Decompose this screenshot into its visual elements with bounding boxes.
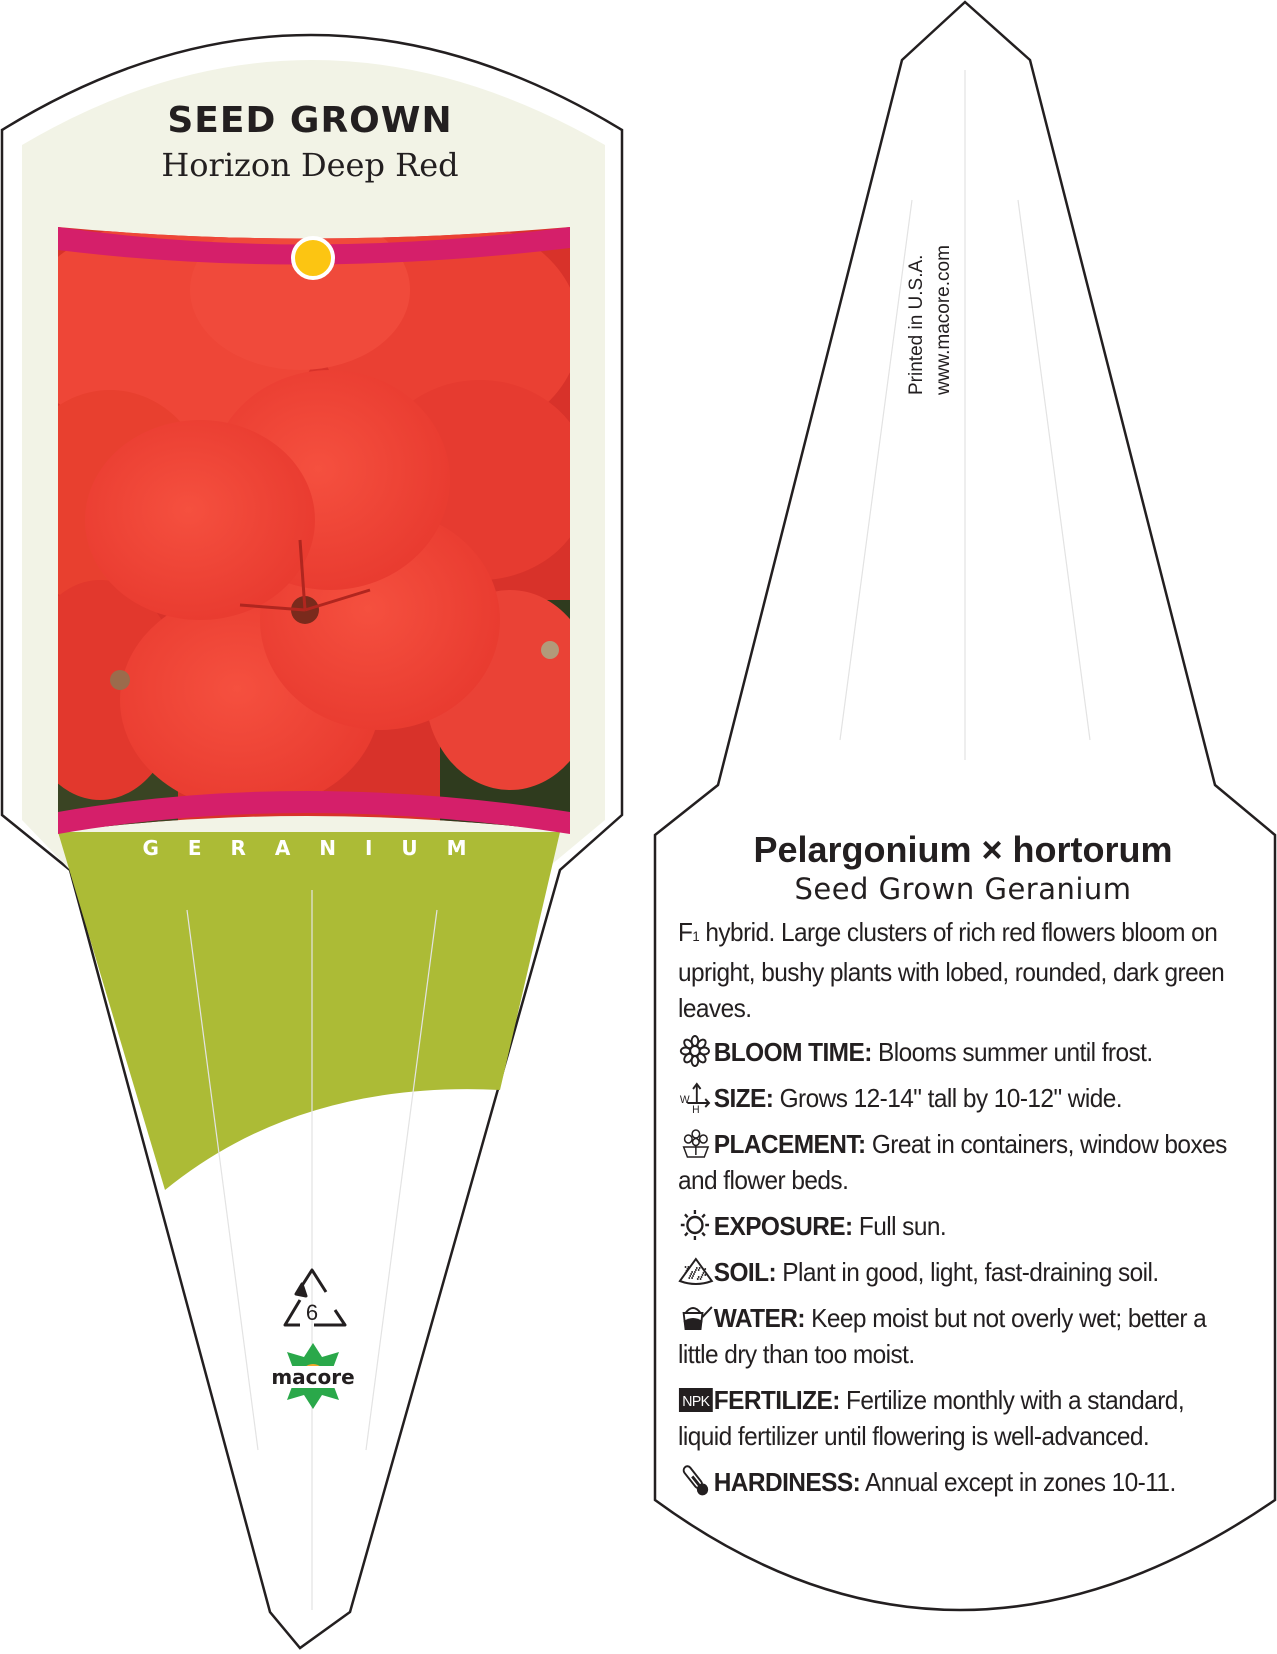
printed-line1: Printed in U.S.A. (906, 254, 927, 395)
npk-icon-text: NPK (682, 1393, 710, 1411)
size-icon-w: W (679, 1093, 690, 1107)
description-text: hybrid. Large clusters of rich red flowers bloom on upright, bushy plants with lobed, rounded, dark green leaves. (678, 917, 1225, 1023)
sun-icon (678, 1209, 714, 1239)
printed-info (903, 245, 957, 395)
description-subscript: 1 (692, 928, 700, 944)
care-item-bloom-time (678, 1034, 1233, 1070)
care-text: Annual except in zones 10-11. (860, 1467, 1176, 1497)
care-item-soil (678, 1254, 1233, 1290)
care-label: WATER: (713, 1303, 805, 1333)
care-label: BLOOM TIME: (713, 1037, 872, 1067)
npk-icon (678, 1383, 714, 1413)
care-label: HARDINESS: (713, 1467, 861, 1497)
description-prefix: F (678, 917, 693, 947)
front-title-line2: Horizon Deep Red (161, 146, 459, 184)
sun-exposure-dot (293, 238, 333, 278)
description (678, 914, 1233, 1026)
brand-logo-text: macore (271, 1365, 355, 1389)
care-label: SIZE: (713, 1083, 774, 1113)
soil-icon (678, 1255, 714, 1285)
category-label: G E R A N I U M (142, 836, 478, 860)
front-title-block (50, 0, 570, 200)
flower-icon (678, 1035, 714, 1065)
care-item-placement (678, 1126, 1233, 1198)
front-title-line1: SEED GROWN (167, 100, 453, 141)
watering-can-icon (678, 1301, 714, 1331)
care-text: Grows 12-14" tall by 10-12" wide. (773, 1083, 1123, 1113)
flower-photo (10, 210, 595, 840)
size-icon (678, 1081, 714, 1111)
care-label: PLACEMENT: (713, 1129, 866, 1159)
care-text: Blooms summer until frost. (871, 1037, 1153, 1067)
size-icon-h: H (692, 1103, 700, 1113)
care-text: Keep moist but not overly wet; better a little dry than too moist. (678, 1303, 1207, 1369)
care-text: Full sun. (852, 1211, 947, 1241)
recycle-number: 6 (305, 1300, 319, 1325)
care-label: EXPOSURE: (713, 1211, 853, 1241)
scientific-name: Pelargonium × hortorum (753, 829, 1173, 870)
care-text: Plant in good, light, fast-draining soil. (776, 1257, 1159, 1287)
care-text: Great in containers, window boxes and flower beds. (678, 1129, 1227, 1195)
care-label: FERTILIZE: (713, 1385, 840, 1415)
care-item-exposure (678, 1208, 1233, 1244)
care-item-size (678, 1080, 1233, 1116)
care-item-fertilize (678, 1382, 1233, 1454)
care-label: SOIL: (713, 1257, 777, 1287)
thermometer-icon (678, 1465, 714, 1495)
care-item-hardiness (678, 1464, 1233, 1500)
care-item-water (678, 1300, 1233, 1372)
placement-icon (678, 1127, 714, 1157)
common-name: Seed Grown Geranium (794, 872, 1132, 906)
back-info-panel (678, 830, 1238, 1510)
care-list (678, 1034, 1233, 1500)
website-line: www.macore.com (933, 245, 954, 395)
care-text: Fertilize monthly with a standard, liquid fertilizer until flowering is well-advanced. (678, 1385, 1185, 1451)
